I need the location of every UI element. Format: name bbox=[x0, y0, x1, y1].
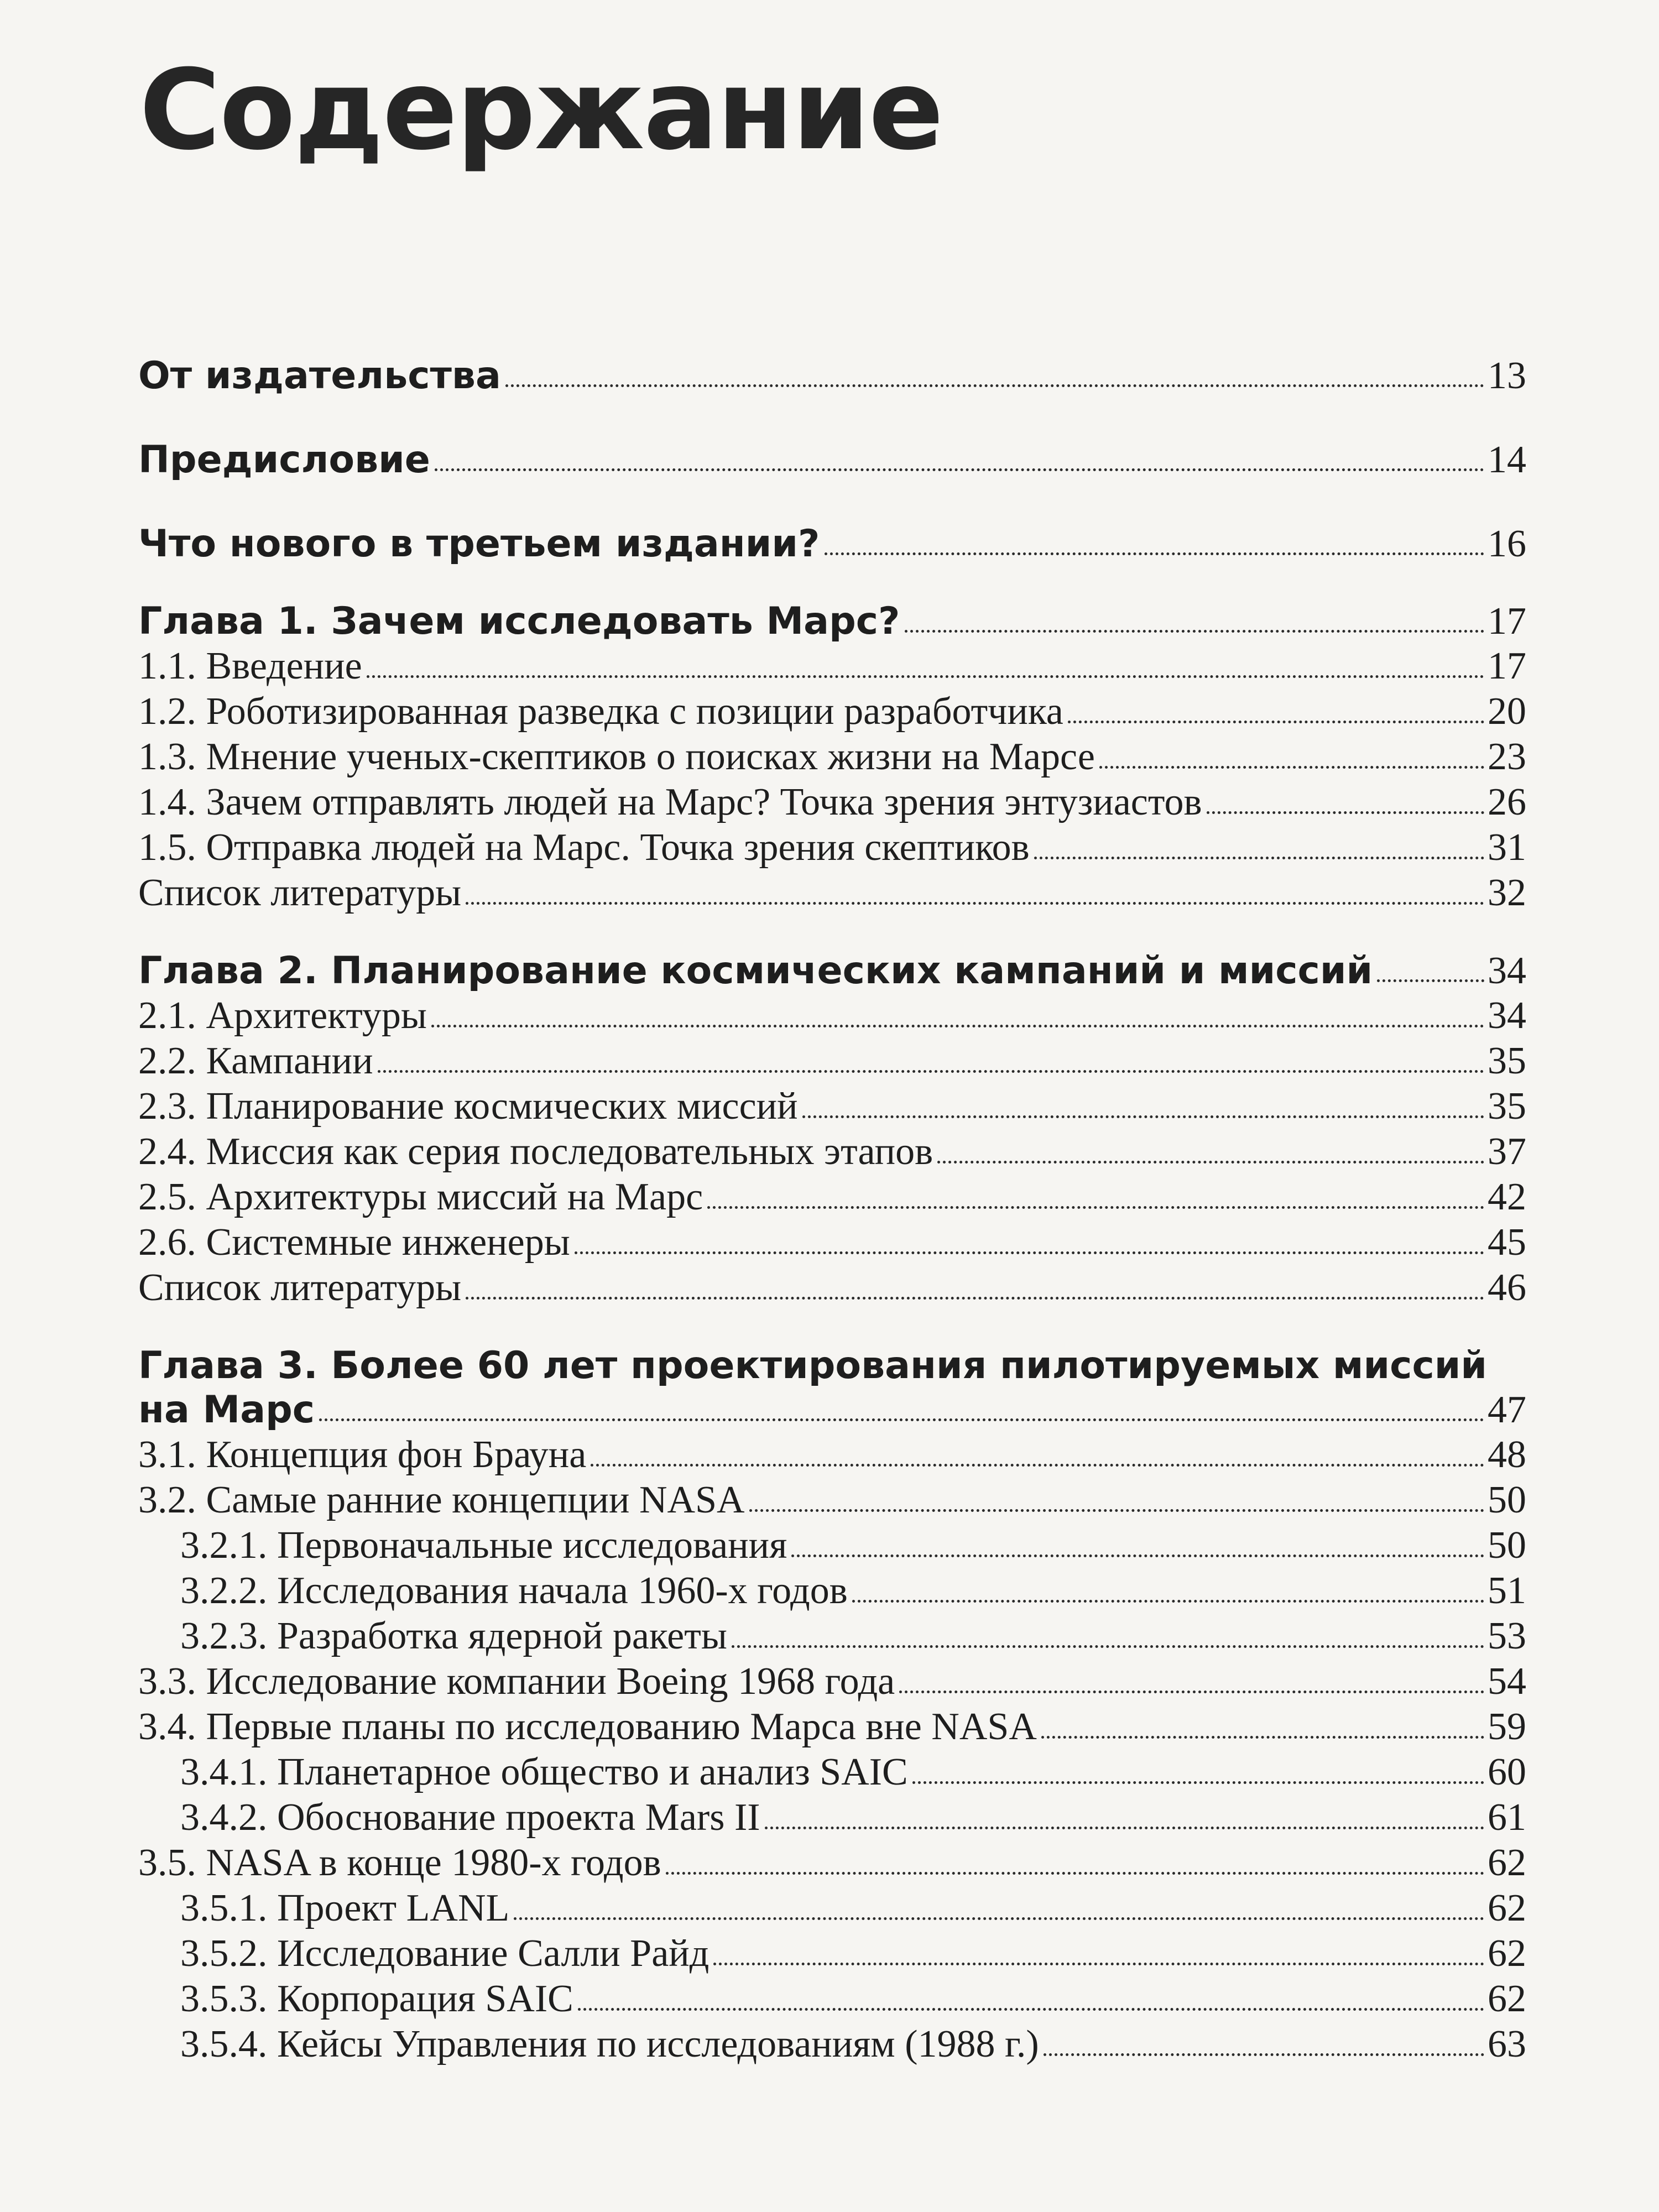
toc-entry-page: 62 bbox=[1488, 1932, 1526, 1975]
table-of-contents bbox=[138, 354, 1526, 2067]
toc-entry-page: 48 bbox=[1488, 1433, 1526, 1476]
dot-leader bbox=[1044, 2053, 1484, 2056]
chapter-title: Глава 2. Планирование космических кампаний и миссий bbox=[138, 949, 1373, 993]
dot-leader bbox=[505, 384, 1484, 387]
toc-entry[interactable] bbox=[138, 993, 1526, 1039]
toc-entry-label: 3.5. NASA в конце 1980-х годов bbox=[138, 1841, 661, 1884]
toc-entry-front[interactable] bbox=[138, 522, 1526, 566]
dot-leader bbox=[707, 1206, 1484, 1209]
toc-entry[interactable] bbox=[138, 1084, 1526, 1129]
dot-leader bbox=[514, 1917, 1484, 1920]
toc-entry-page: 59 bbox=[1488, 1705, 1526, 1748]
toc-entry-page: 35 bbox=[1488, 1040, 1526, 1082]
toc-entry-page: 17 bbox=[1488, 645, 1526, 687]
toc-entry-label: 2.3. Планирование космических миссий bbox=[138, 1085, 798, 1128]
toc-entry-page: 45 bbox=[1488, 1221, 1526, 1264]
toc-entry-label: 3.1. Концепция фон Брауна bbox=[138, 1433, 587, 1476]
chapter-heading[interactable] bbox=[138, 949, 1526, 993]
chapter-heading-line1[interactable] bbox=[138, 1344, 1526, 1388]
toc-entry-label: 3.2. Самые ранние концепции NASA bbox=[138, 1479, 745, 1521]
toc-entry-page: 16 bbox=[1488, 523, 1526, 565]
chapter-title: Глава 1. Зачем исследовать Марс? bbox=[138, 599, 900, 643]
toc-entry-label: 1.3. Мнение ученых-скептиков о поисках жизни на Марсе bbox=[138, 735, 1095, 778]
dot-leader bbox=[466, 902, 1484, 905]
toc-entry-label: 3.5.1. Проект LANL bbox=[180, 1887, 510, 1929]
toc-entry-page: 31 bbox=[1488, 826, 1526, 869]
dot-leader bbox=[825, 552, 1485, 555]
toc-entry-page: 54 bbox=[1488, 1660, 1526, 1703]
toc-entry-page: 63 bbox=[1488, 2023, 1526, 2065]
toc-entry-page: 62 bbox=[1488, 1978, 1526, 2020]
toc-entry-page: 42 bbox=[1488, 1176, 1526, 1218]
toc-entry-label: Список литературы bbox=[138, 872, 462, 914]
dot-leader bbox=[1207, 811, 1484, 814]
toc-entry-page: 53 bbox=[1488, 1615, 1526, 1657]
toc-entry-label: 3.3. Исследование компании Boeing 1968 года bbox=[138, 1660, 895, 1703]
dot-leader bbox=[367, 675, 1484, 678]
dot-leader bbox=[905, 630, 1485, 633]
toc-subentry[interactable] bbox=[138, 1523, 1526, 1568]
dot-leader bbox=[575, 1251, 1484, 1254]
toc-entry-label: 2.6. Системные инженеры bbox=[138, 1221, 570, 1264]
toc-entry-page: 35 bbox=[1488, 1085, 1526, 1128]
toc-entry-page: 32 bbox=[1488, 872, 1526, 914]
toc-subentry[interactable] bbox=[138, 2022, 1526, 2067]
toc-entry-label: 2.1. Архитектуры bbox=[138, 994, 427, 1037]
toc-entry-label: 3.5.3. Корпорация SAIC bbox=[180, 1978, 573, 2020]
toc-entry-page: 20 bbox=[1488, 690, 1526, 733]
chapter-page: 47 bbox=[1488, 1389, 1526, 1431]
toc-entry-label: От издательства bbox=[138, 354, 501, 398]
dot-leader bbox=[431, 1025, 1484, 1027]
dot-leader bbox=[378, 1070, 1484, 1073]
toc-entry-page: 51 bbox=[1488, 1569, 1526, 1612]
toc-entry[interactable] bbox=[138, 1265, 1526, 1311]
dot-leader bbox=[912, 1781, 1484, 1784]
dot-leader bbox=[749, 1509, 1484, 1512]
toc-entry[interactable] bbox=[138, 1039, 1526, 1084]
toc-entry-label: 2.5. Архитектуры миссий на Марс bbox=[138, 1176, 703, 1218]
toc-entry[interactable] bbox=[138, 644, 1526, 689]
toc-entry[interactable] bbox=[138, 780, 1526, 825]
toc-entry-label: 1.2. Роботизированная разведка с позиции разработчика bbox=[138, 690, 1063, 733]
dot-leader bbox=[466, 1297, 1484, 1300]
toc-subentry[interactable] bbox=[138, 1568, 1526, 1614]
chapter-heading[interactable] bbox=[138, 599, 1526, 644]
toc-entry[interactable] bbox=[138, 689, 1526, 734]
toc-entry[interactable] bbox=[138, 870, 1526, 916]
toc-entry-label: Список литературы bbox=[138, 1266, 462, 1309]
toc-entry[interactable] bbox=[138, 825, 1526, 870]
dot-leader bbox=[713, 1963, 1484, 1965]
toc-entry-page: 61 bbox=[1488, 1796, 1526, 1839]
toc-entry-label: 3.4.2. Обоснование проекта Mars II bbox=[180, 1796, 760, 1839]
toc-entry-page: 62 bbox=[1488, 1887, 1526, 1929]
toc-entry[interactable] bbox=[138, 1432, 1526, 1478]
toc-entry[interactable] bbox=[138, 1840, 1526, 1886]
toc-entry-page: 14 bbox=[1488, 439, 1526, 481]
chapter-page: 17 bbox=[1488, 600, 1526, 643]
dot-leader bbox=[435, 468, 1484, 471]
toc-entry[interactable] bbox=[138, 734, 1526, 780]
toc-subentry[interactable] bbox=[138, 1614, 1526, 1659]
dot-leader bbox=[765, 1827, 1484, 1829]
dot-leader bbox=[1099, 766, 1484, 769]
toc-entry-page: 50 bbox=[1488, 1479, 1526, 1521]
toc-entry-page: 62 bbox=[1488, 1841, 1526, 1884]
dot-leader bbox=[732, 1645, 1484, 1648]
toc-entry-page: 13 bbox=[1488, 354, 1526, 397]
toc-entry-label: 3.5.2. Исследование Салли Райд bbox=[180, 1932, 709, 1975]
toc-entry-label: 3.2.3. Разработка ядерной ракеты bbox=[180, 1615, 727, 1657]
dot-leader bbox=[1377, 979, 1484, 982]
toc-entry-label: 2.2. Кампании bbox=[138, 1040, 373, 1082]
toc-subentry[interactable] bbox=[138, 1886, 1526, 1931]
toc-entry-label: Что нового в третьем издании? bbox=[138, 522, 820, 566]
toc-subentry[interactable] bbox=[138, 1976, 1526, 2022]
toc-entry-label: 1.5. Отправка людей на Марс. Точка зрения скептиков bbox=[138, 826, 1030, 869]
dot-leader bbox=[802, 1115, 1484, 1118]
dot-leader bbox=[591, 1464, 1484, 1467]
toc-entry-label: 1.4. Зачем отправлять людей на Марс? Точка зрения энтузиастов bbox=[138, 781, 1202, 823]
toc-subentry[interactable] bbox=[138, 1750, 1526, 1795]
dot-leader bbox=[1034, 857, 1484, 859]
toc-entry-label: 2.4. Миссия как серия последовательных этапов bbox=[138, 1130, 933, 1173]
dot-leader bbox=[1068, 721, 1484, 723]
toc-entry-page: 26 bbox=[1488, 781, 1526, 823]
toc-entry-page: 50 bbox=[1488, 1524, 1526, 1567]
toc-entry-label: 3.2.1. Первоначальные исследования bbox=[180, 1524, 787, 1567]
dot-leader bbox=[937, 1161, 1484, 1164]
dot-leader bbox=[319, 1418, 1484, 1421]
chapter-page: 34 bbox=[1488, 950, 1526, 992]
page-title: Содержание bbox=[139, 46, 943, 175]
toc-entry[interactable] bbox=[138, 1129, 1526, 1175]
toc-subentry[interactable] bbox=[138, 1795, 1526, 1840]
toc-entry-front[interactable] bbox=[138, 354, 1526, 398]
toc-entry-page: 46 bbox=[1488, 1266, 1526, 1309]
toc-entry[interactable] bbox=[138, 1175, 1526, 1220]
toc-subentry[interactable] bbox=[138, 1931, 1526, 1976]
chapter-title-continued: на Марс bbox=[138, 1388, 315, 1432]
toc-entry[interactable] bbox=[138, 1220, 1526, 1265]
toc-entry[interactable] bbox=[138, 1659, 1526, 1704]
toc-entry-label: 1.1. Введение bbox=[138, 645, 362, 687]
dot-leader bbox=[852, 1600, 1484, 1603]
toc-entry-page: 60 bbox=[1488, 1751, 1526, 1793]
toc-entry-label: 3.4. Первые планы по исследованию Марса вне NASA bbox=[138, 1705, 1037, 1748]
toc-entry-front[interactable] bbox=[138, 438, 1526, 482]
dot-leader bbox=[578, 2008, 1484, 2011]
dot-leader bbox=[791, 1554, 1484, 1557]
toc-entry[interactable] bbox=[138, 1704, 1526, 1750]
toc-entry-page: 34 bbox=[1488, 994, 1526, 1037]
toc-entry-label: Предисловие bbox=[138, 438, 430, 482]
chapter-heading-line2[interactable] bbox=[138, 1388, 1526, 1432]
chapter-title: Глава 3. Более 60 лет проектирования пилотируемых миссий bbox=[138, 1344, 1488, 1387]
toc-entry-page: 37 bbox=[1488, 1130, 1526, 1173]
dot-leader bbox=[1041, 1736, 1484, 1739]
toc-entry[interactable] bbox=[138, 1478, 1526, 1523]
toc-entry-label: 3.2.2. Исследования начала 1960-х годов bbox=[180, 1569, 848, 1612]
toc-entry-label: 3.4.1. Планетарное общество и анализ SAIC bbox=[180, 1751, 908, 1793]
toc-entry-label: 3.5.4. Кейсы Управления по исследованиям (1988 г.) bbox=[180, 2023, 1039, 2065]
dot-leader bbox=[666, 1872, 1484, 1875]
dot-leader bbox=[899, 1691, 1484, 1693]
toc-entry-page: 23 bbox=[1488, 735, 1526, 778]
